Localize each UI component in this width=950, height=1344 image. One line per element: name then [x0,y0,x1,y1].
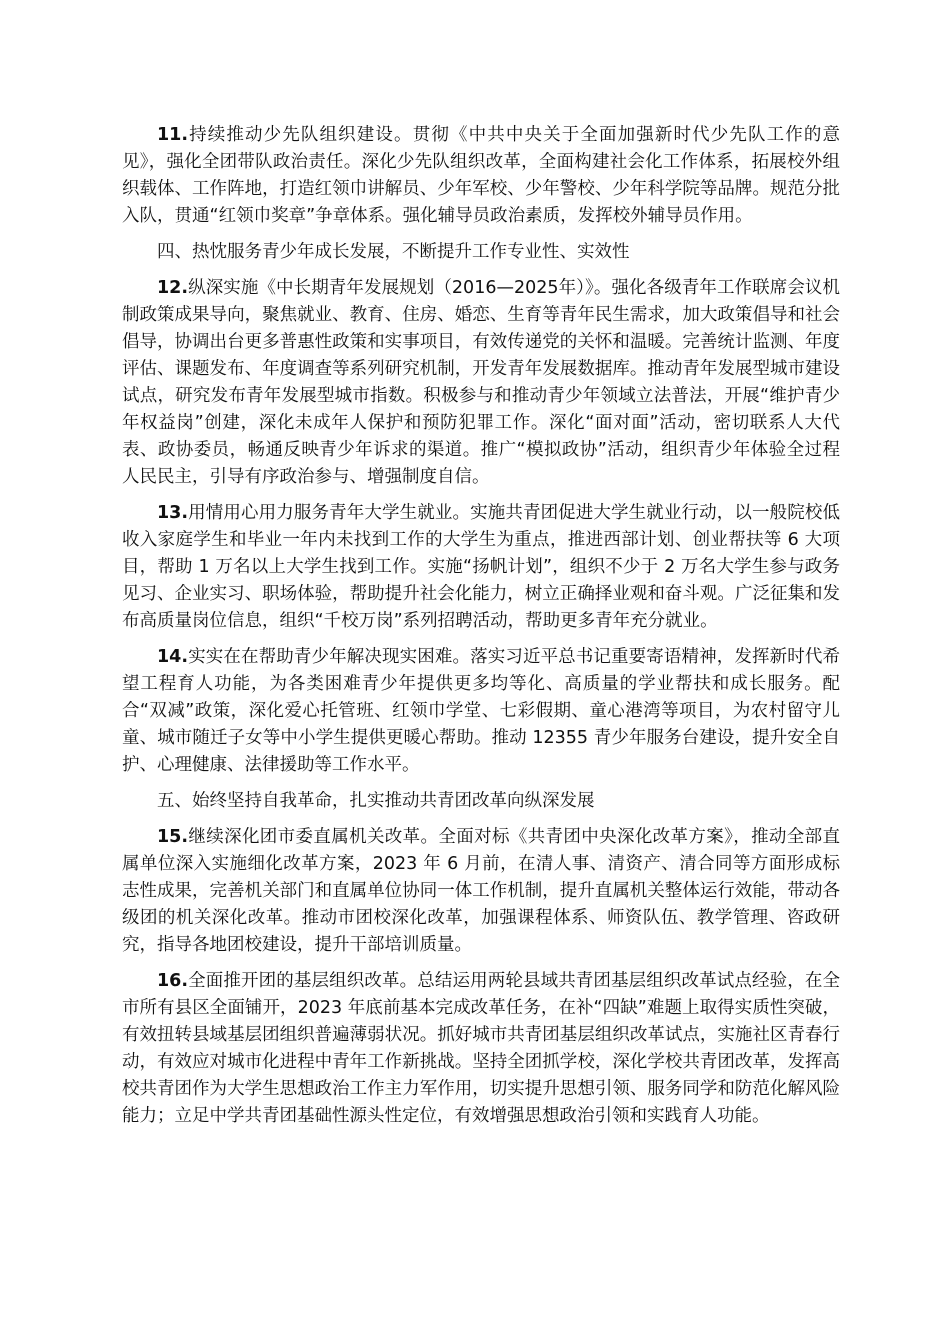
section-heading-4: 四、热忱服务青少年成长发展，不断提升工作专业性、实效性 [157,242,630,262]
item-title: 继续深化团市委直属机关改革。 [188,827,439,847]
item-number: 15. [157,827,189,847]
item-body: 强化各级青年工作联席会议机制政策成果导向，聚焦就业、教育、住房、婚恋、生育等青年民生需求，加大政策倡导和社会倡导，协调出台更多普惠性政策和实事项目，有效传递党的关怀和温暖。完善统计监测、年度评估、课题发布、年度调查等系列研究机制，开发青年发展数据库。推动青年发展型城市建设试点，研究发布青年发展型城市指数。积极参与和推动青少年领域立法普法，开展“维护青少年权益岗”创建，深化未成年人保护和预防犯罪工作。深化“面对面”活动，密切联系人大代表、政协委员，畅通反映青少年诉求的渠道。推广“模拟政协”活动，组织青少年体验全过程人民民主，引导有序政治参与、增强制度自信。 [122,278,840,487]
paragraph-item-15 [122,824,840,959]
section-heading-5: 五、始终坚持自我革命，扎实推动共青团改革向纵深发展 [157,791,595,811]
item-body: 贯彻《中共中央关于全面加强新时代少先队工作的意见》，强化全团带队政治责任。深化少先队组织改革，全面构建社会化工作体系，拓展校外组织载体、工作阵地，打造红领巾讲解员、少年军校、少年警校、少年科学院等品牌。规范分批入队，贯通“红领巾奖章”争章体系。强化辅导员政治素质，发挥校外辅导员作用。 [122,125,841,226]
item-title: 实实在在帮助青少年解决现实困难。 [188,647,471,667]
item-body: 落实习近平总书记重要寄语精神，发挥新时代希望工程育人功能，为各类困难青少年提供更多均等化、高质量的学业帮扶和成长服务。配合“双减”政策，深化爱心托管班、红领巾学堂、七彩假期、童心港湾等项目，为农村留守儿童、城市随迁子女等中小学生提供更暖心帮助。推动 12355 青少年服务台建设，提升安全自护、心理健康、法律援助等工作水平。 [122,647,841,775]
paragraph-item-13 [122,500,840,635]
item-title: 用情用心用力服务青年大学生就业。 [188,503,471,523]
item-body: 总结运用两轮县域共青团基层组织改革试点经验，在全市所有县区全面铺开，2023 年底前基本完成改革任务，在补“四缺”难题上取得实质性突破，有效扭转县域基层团组织普遍薄弱状况。抓好城市共青团基层组织改革试点，实施社区青春行动，有效应对城市化进程中青年工作新挑战。坚持全团抓学校，深化学校共青团改革，发挥高校共青团作为大学生思想政治工作主力军作用，切实提升思想引领、服务同学和防范化解风险能力；立足中学共青团基础性源头性定位，有效增强思想政治引领和实践育人功能。 [122,971,841,1126]
item-number: 13. [157,503,189,523]
paragraph-item-12 [122,275,840,491]
item-title: 全面推开团的基层组织改革。 [188,971,418,991]
paragraph-item-16 [122,968,840,1130]
item-body: 全面对标《共青团中央深化改革方案》，推动全部直属单位深入实施细化改革方案，2023 年 6 月前，在清人事、清资产、清合同等方面形成标志性成果，完善机关部门和直属单位协同一体工作机制，提升直属机关整体运行效能，带动各级团的机关深化改革。推动市团校深化改革，加强课程体系、师资队伍、教学管理、咨政研究，指导各地团校建设，提升干部培训质量。 [122,827,841,955]
item-number: 11. [157,125,189,145]
item-number: 12. [157,278,189,298]
paragraph-item-14 [122,644,840,779]
item-title: 纵深实施《中长期青年发展规划（2016—2025年）》。 [188,278,612,298]
item-number: 16. [157,971,189,991]
item-body: 实施共青团促进大学生就业行动，以一般院校低收入家庭学生和毕业一年内未找到工作的大学生为重点，推进西部计划、创业帮扶等 6 大项目，帮助 1 万名以上大学生找到工作。实施“扬帆计划”，组织不少于 2 万名大学生参与政务见习、企业实习、职场体验，帮助提升社会化能力，树立正确择业观和奋斗观。广泛征集和发布高质量岗位信息，组织“千校万岗”系列招聘活动，帮助更多青年充分就业。 [122,503,841,631]
document-page [122,122,840,1139]
item-title: 持续推动少先队组织建设。 [188,125,413,145]
paragraph-item-11 [122,122,840,230]
item-number: 14. [157,647,189,667]
